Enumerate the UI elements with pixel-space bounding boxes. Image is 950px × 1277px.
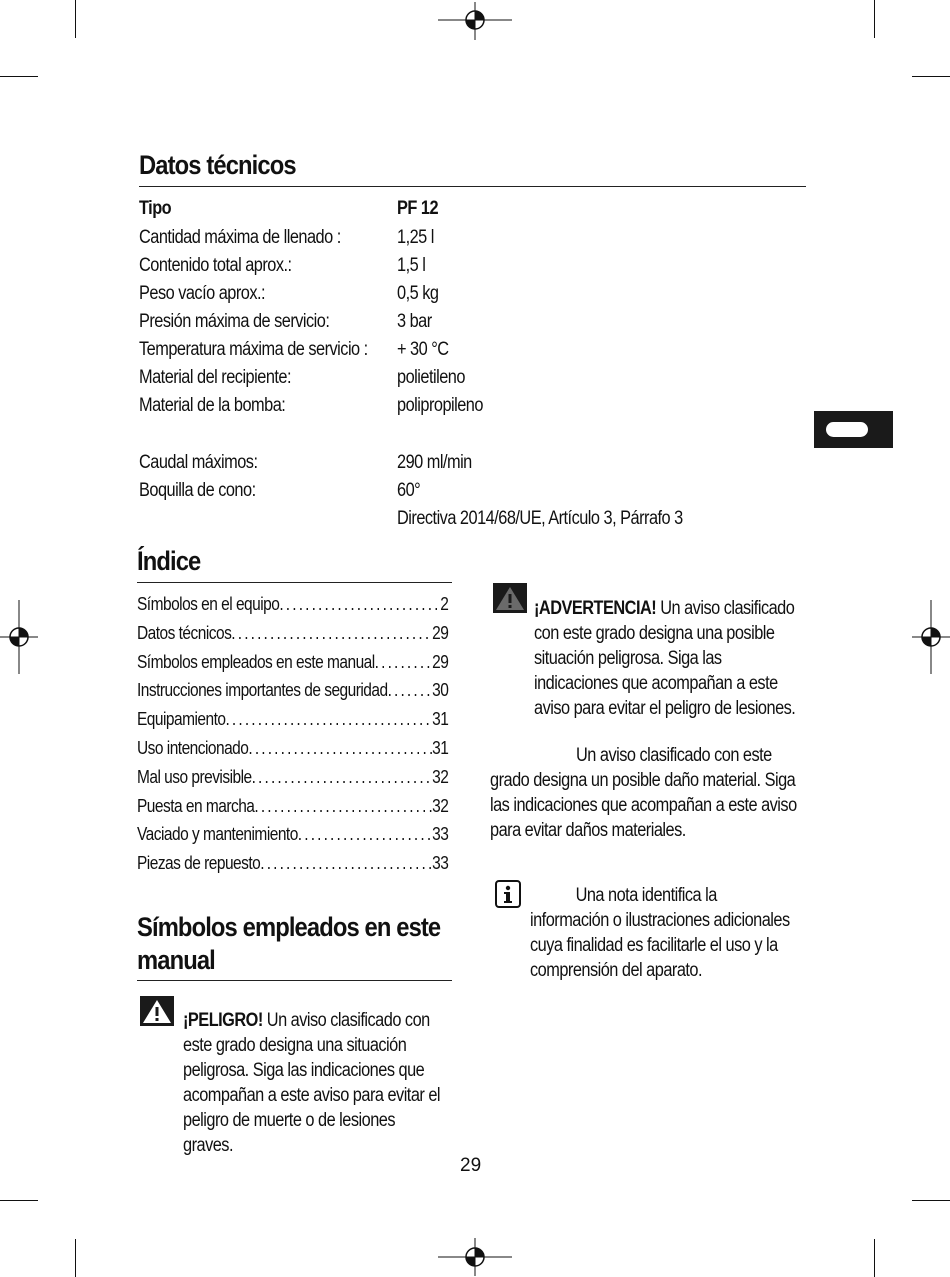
warning-icon [493, 583, 527, 613]
toc-title: Instrucciones importantes de seguridad [137, 680, 388, 701]
language-tab [814, 411, 893, 448]
spec-value: Directiva 2014/68/UE, Artículo 3, Párrafo 3 [397, 508, 683, 529]
toc-leader [298, 824, 432, 845]
toc-leader [279, 594, 440, 615]
crop-mark [75, 1239, 76, 1277]
toc-leader [248, 738, 432, 759]
toc-page: 33 [432, 824, 449, 845]
toc-item[interactable] [137, 796, 448, 825]
registration-mark-icon [438, 2, 512, 40]
toc-page: 30 [432, 680, 449, 701]
spec-value: 290 ml/min [397, 452, 472, 473]
toc-item[interactable] [137, 767, 448, 796]
peligro-text: Un aviso clasificado con este grado designa una situación peligrosa. Siga las indicaciones que acompañan a este aviso para evitar el peligro de muerte o de lesiones graves. [183, 1010, 441, 1156]
toc-title: Vaciado y mantenimiento [137, 824, 298, 845]
toc-leader [388, 680, 433, 701]
toc-item[interactable] [137, 853, 448, 882]
spec-value: 1,5 l [397, 255, 426, 276]
simbolos-heading-line: manual [137, 945, 215, 975]
spec-value: 0,5 kg [397, 283, 439, 304]
simbolos-rule [137, 980, 452, 981]
aviso-note [490, 743, 803, 843]
aviso-text: grado designa un posible daño material. Siga las indicaciones que acompañan a este aviso para evitar daños materiales. [490, 770, 797, 841]
toc-page: 2 [440, 594, 449, 614]
toc-title: Símbolos en el equipo [137, 594, 280, 614]
toc-title: Uso intencionado [137, 737, 249, 758]
spec-value: 1,25 l [397, 227, 434, 248]
crop-mark [912, 76, 950, 77]
registration-mark-icon [438, 1238, 512, 1276]
toc-item[interactable] [137, 709, 448, 738]
nota-text: Una nota identifica la información o ilustraciones adicionales cuya finalidad es facilitarle el uso y la comprensión del aparato. [530, 885, 790, 981]
spec-row [139, 395, 483, 417]
advertencia-note [534, 596, 807, 721]
toc-page: 29 [432, 651, 449, 672]
spec-label: Peso vacío aprox.: [139, 283, 266, 304]
toc-leader [231, 623, 432, 644]
advertencia-text: Un aviso clasificado con este grado designa una posible situación peligrosa. Siga las indicaciones que acompañan a este aviso para evitar el peligro de lesiones. [534, 598, 796, 719]
toc-title: Equipamiento [137, 709, 226, 730]
toc-page: 33 [432, 853, 449, 874]
info-icon [495, 880, 521, 908]
spec-value: PF 12 [397, 198, 439, 219]
toc-title: Puesta en marcha [137, 795, 255, 816]
registration-mark-icon [912, 600, 950, 674]
spec-label: Cantidad máxima de llenado : [139, 227, 341, 248]
toc-page: 29 [432, 622, 449, 643]
language-tab-pill [826, 422, 868, 437]
simbolos-heading [137, 911, 440, 977]
spec-label: Presión máxima de servicio: [139, 311, 330, 332]
spec-label: Tipo [139, 198, 172, 219]
page-number: 29 [460, 1155, 482, 1176]
advertencia-label: ¡ADVERTENCIA! [534, 598, 657, 619]
toc-item[interactable] [137, 652, 448, 681]
datos-rule [139, 186, 806, 187]
toc-title: Datos técnicos [137, 622, 232, 643]
warning-icon [140, 996, 174, 1026]
indice-heading: Índice [137, 546, 201, 576]
aviso-line1: Un aviso clasificado con este [576, 745, 772, 766]
spec-label: Contenido total aprox.: [139, 255, 292, 276]
spec-row [139, 480, 421, 502]
spec-row [139, 452, 472, 474]
spec-label: Temperatura máxima de servicio : [139, 339, 368, 360]
toc-page: 31 [432, 737, 449, 758]
toc-leader [375, 652, 432, 673]
spec-row [139, 198, 439, 220]
toc-title: Símbolos empleados en este manual [137, 651, 375, 672]
toc-item[interactable] [137, 738, 448, 767]
simbolos-heading-line: Símbolos empleados en este [137, 912, 441, 942]
crop-mark [75, 0, 76, 38]
spec-row [139, 227, 434, 249]
toc-leader [225, 709, 432, 730]
crop-mark [874, 0, 875, 38]
spec-label: Caudal máximos: [139, 452, 258, 473]
indice-rule [137, 582, 452, 583]
toc-item[interactable] [137, 623, 448, 652]
spec-label: Material del recipiente: [139, 367, 292, 388]
spec-value: 3 bar [397, 311, 432, 332]
toc-page: 32 [432, 766, 449, 787]
spec-label: Boquilla de cono: [139, 480, 256, 501]
toc-item[interactable] [137, 594, 448, 623]
crop-mark [0, 76, 38, 77]
datos-heading: Datos técnicos [139, 150, 296, 180]
toc-title: Piezas de repuesto [137, 853, 261, 874]
toc-item[interactable] [137, 680, 448, 709]
crop-mark [912, 1200, 950, 1201]
spec-row [139, 255, 426, 277]
table-of-contents [137, 594, 448, 882]
spec-value: polietileno [397, 367, 465, 388]
toc-leader [260, 853, 432, 874]
peligro-note [183, 1008, 441, 1158]
spec-row [139, 367, 465, 389]
toc-leader [252, 767, 433, 788]
toc-title: Mal uso previsible [137, 766, 252, 787]
toc-page: 31 [432, 709, 449, 730]
spec-label: Material de la bomba: [139, 395, 286, 416]
toc-item[interactable] [137, 824, 448, 853]
registration-mark-icon [0, 600, 38, 674]
spec-row [139, 283, 439, 305]
nota-note [530, 883, 792, 983]
spec-value: 60° [397, 480, 421, 501]
toc-page: 32 [432, 795, 449, 816]
spec-row [139, 311, 432, 333]
crop-mark [874, 1239, 875, 1277]
crop-mark [0, 1200, 38, 1201]
spec-row [139, 339, 449, 361]
peligro-label: ¡PELIGRO! [183, 1010, 263, 1031]
spec-value: + 30 °C [397, 339, 449, 360]
spec-value: polipropileno [397, 395, 483, 416]
toc-leader [254, 796, 432, 817]
